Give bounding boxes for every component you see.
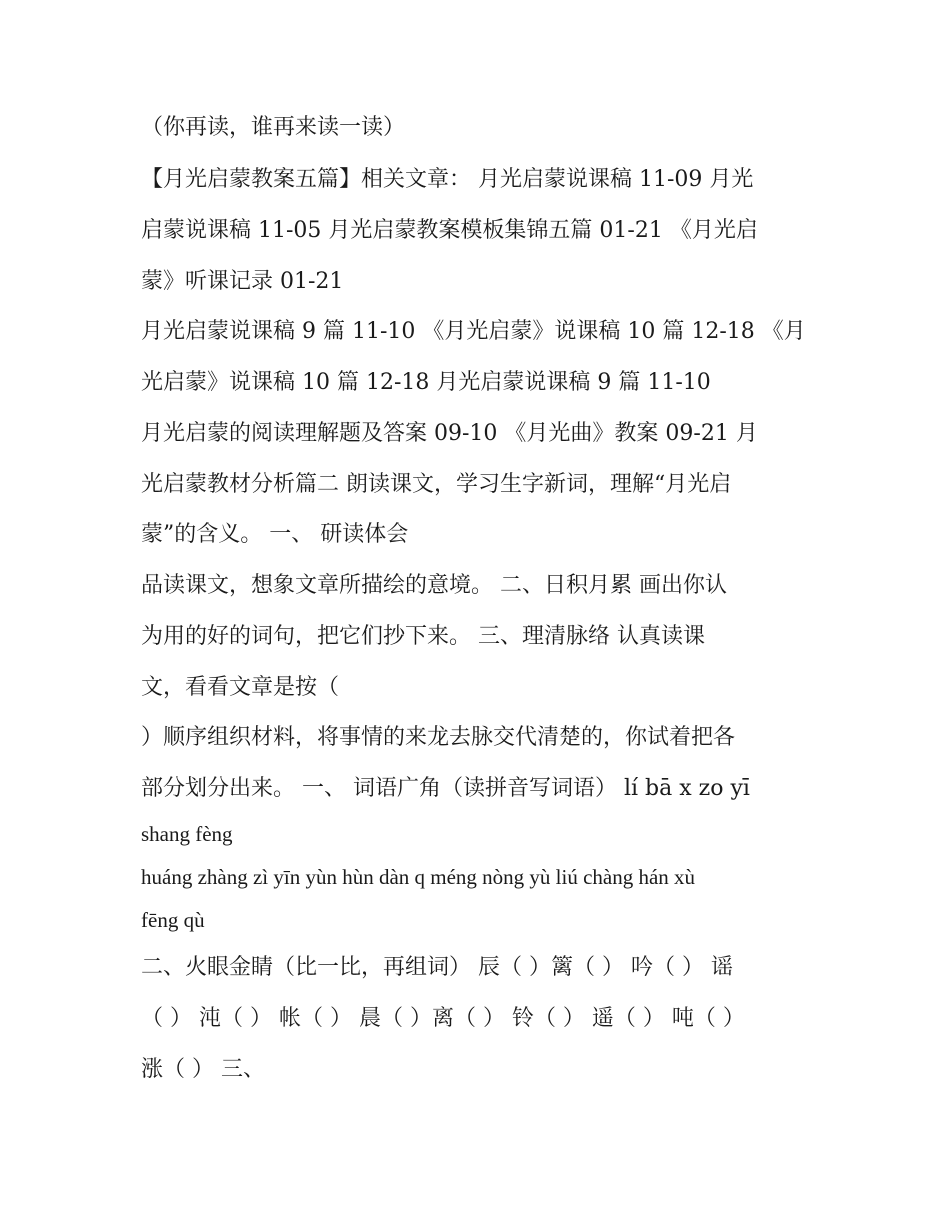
text-line: 启蒙说课稿 11-05 月光启蒙教案模板集锦五篇 01-21 《月光启	[141, 218, 758, 243]
text-line: 月光启蒙说课稿 9 篇 11-10 《月光启蒙》说课稿 10 篇 12-18 《月	[141, 319, 806, 344]
pinyin-line: shang fèng	[141, 822, 233, 846]
text-line: 部分划分出来。 一、 词语广角（读拼音写词语） lí bā x zo yī	[141, 776, 750, 801]
text-line: 二、火眼金睛（比一比，再组词） 辰（ ）篱（ ） 吟（ ） 谣	[141, 955, 733, 980]
text-line: （你再读，谁再来读一读）	[141, 115, 406, 140]
text-line: 光启蒙教材分析篇二 朗读课文，学习生字新词，理解“月光启	[141, 472, 732, 497]
text-line: 为用的好的词句，把它们抄下来。 三、理清脉络 认真读课	[141, 624, 705, 649]
text-line: （ ） 沌（ ） 帐（ ） 晨（ ）离（ ） 铃（ ） 遥（ ） 吨（ ）	[141, 1006, 745, 1031]
text-line: 【月光启蒙教案五篇】相关文章： 月光启蒙说课稿 11-09 月光	[141, 167, 754, 192]
text-line: 蒙”的含义。 一、 研读体会	[141, 522, 409, 547]
text-line: 涨（ ） 三、	[141, 1057, 265, 1082]
text-line: 光启蒙》说课稿 10 篇 12-18 月光启蒙说课稿 9 篇 11-10	[141, 370, 711, 395]
pinyin-line: huáng zhàng zì yīn yùn hùn dàn q méng nòng yù liú chàng hán xù	[141, 865, 696, 889]
text-line: 文，看看文章是按（	[141, 675, 340, 700]
pinyin-line: fēng qù	[141, 908, 205, 932]
text-line: 蒙》听课记录 01-21	[141, 269, 344, 294]
text-line: 品读课文，想象文章所描绘的意境。 二、日积月累 画出你认	[141, 573, 727, 598]
text-line: 月光启蒙的阅读理解题及答案 09-10 《月光曲》教案 09-21 月	[141, 421, 758, 446]
text-line: ）顺序组织材料，将事情的来龙去脉交代清楚的，你试着把各	[141, 725, 736, 750]
